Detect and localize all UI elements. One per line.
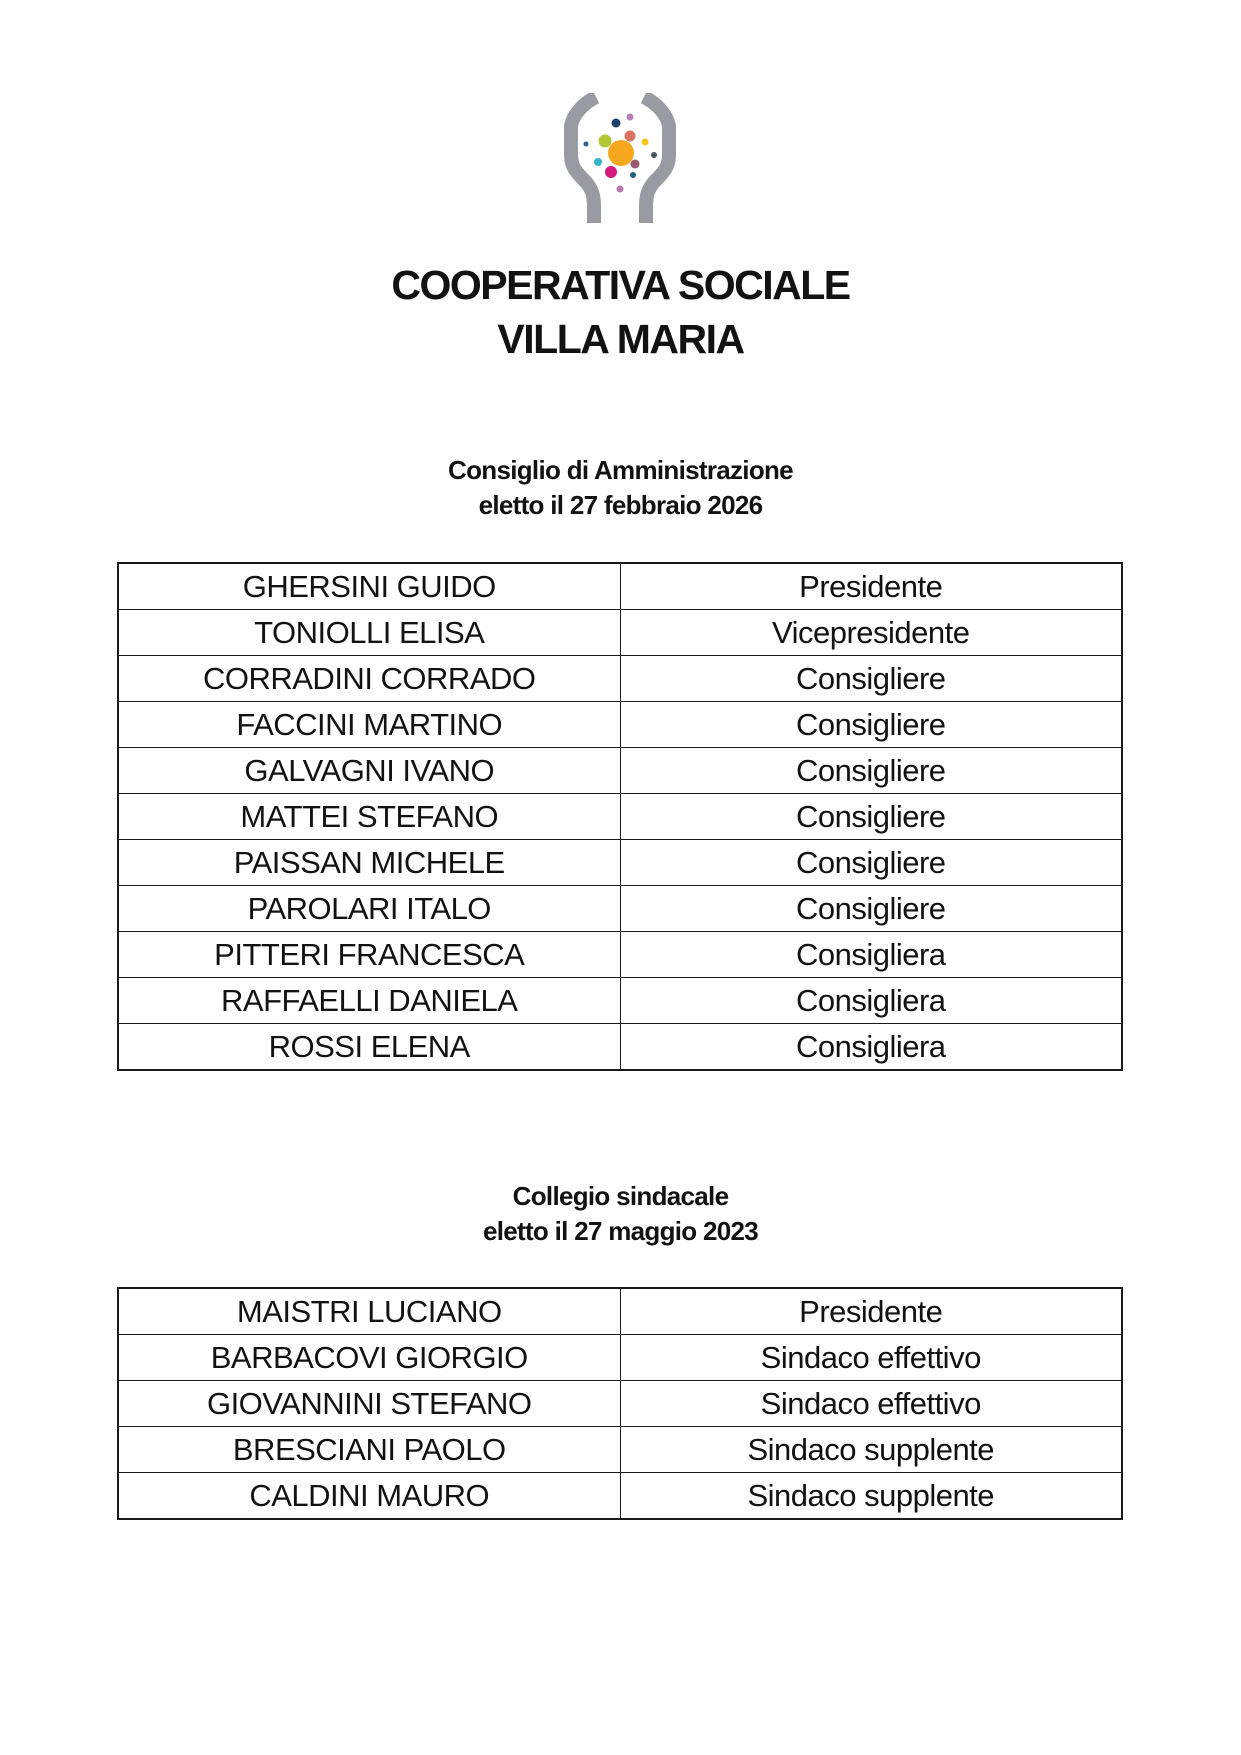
member-role-cell: Sindaco effettivo bbox=[620, 1335, 1122, 1381]
table-row bbox=[118, 840, 1122, 886]
board-heading-line1: Consiglio di Amministrazione bbox=[448, 455, 793, 485]
member-name-cell: FACCINI MARTINO bbox=[118, 702, 620, 748]
member-role-cell: Consigliere bbox=[620, 794, 1122, 840]
logo-dot-salmon bbox=[625, 131, 636, 142]
table-row bbox=[118, 702, 1122, 748]
member-role-cell: Consigliera bbox=[620, 932, 1122, 978]
member-role-cell: Consigliere bbox=[620, 840, 1122, 886]
logo-dot-steel-blue bbox=[584, 142, 589, 147]
member-role-cell: Consigliere bbox=[620, 656, 1122, 702]
table-row bbox=[118, 1381, 1122, 1427]
member-role-cell: Consigliere bbox=[620, 886, 1122, 932]
logo-dot-dark-slate bbox=[651, 152, 657, 158]
auditors-table bbox=[117, 1287, 1123, 1520]
logo-dot-plum bbox=[631, 160, 640, 169]
member-name-cell: TONIOLLI ELISA bbox=[118, 610, 620, 656]
member-name-cell: MATTEI STEFANO bbox=[118, 794, 620, 840]
member-role-cell: Consigliere bbox=[620, 748, 1122, 794]
logo-dot-orchid-top bbox=[627, 114, 634, 121]
table-row bbox=[118, 1024, 1122, 1071]
logo-bracket-left bbox=[571, 97, 596, 223]
member-role-cell: Consigliere bbox=[620, 702, 1122, 748]
table-row bbox=[118, 932, 1122, 978]
table-row bbox=[118, 563, 1122, 610]
table-row bbox=[118, 1288, 1122, 1335]
villa-maria-logo bbox=[563, 93, 677, 230]
auditors-table-body bbox=[118, 1288, 1122, 1519]
member-role-cell: Consigliera bbox=[620, 1024, 1122, 1071]
logo-dot-magenta bbox=[605, 166, 617, 178]
logo-dot-teal-blue bbox=[630, 172, 636, 178]
table-row bbox=[118, 748, 1122, 794]
member-role-cell: Consigliera bbox=[620, 978, 1122, 1024]
logo-dot-yellow bbox=[642, 139, 649, 146]
member-name-cell: CALDINI MAURO bbox=[118, 1473, 620, 1520]
member-name-cell: GIOVANNINI STEFANO bbox=[118, 1381, 620, 1427]
member-name-cell: PAROLARI ITALO bbox=[118, 886, 620, 932]
board-table-body bbox=[118, 563, 1122, 1070]
org-title bbox=[0, 258, 1241, 366]
logo-dots bbox=[584, 114, 658, 193]
board-section-heading bbox=[0, 453, 1241, 522]
table-row bbox=[118, 1473, 1122, 1520]
table-row bbox=[118, 610, 1122, 656]
member-name-cell: RAFFAELLI DANIELA bbox=[118, 978, 620, 1024]
logo-dot-cyan bbox=[594, 158, 602, 166]
member-name-cell: PITTERI FRANCESCA bbox=[118, 932, 620, 978]
table-row bbox=[118, 656, 1122, 702]
member-name-cell: MAISTRI LUCIANO bbox=[118, 1288, 620, 1335]
logo-dot-orchid-bottom bbox=[617, 186, 624, 193]
member-role-cell: Sindaco supplente bbox=[620, 1427, 1122, 1473]
table-row bbox=[118, 1335, 1122, 1381]
logo-dot-orange-center bbox=[608, 140, 634, 166]
logo-bracket-right bbox=[644, 97, 669, 223]
member-name-cell: CORRADINI CORRADO bbox=[118, 656, 620, 702]
member-name-cell: ROSSI ELENA bbox=[118, 1024, 620, 1071]
member-name-cell: PAISSAN MICHELE bbox=[118, 840, 620, 886]
auditors-heading-line1: Collegio sindacale bbox=[512, 1181, 729, 1211]
auditors-heading-line2: eletto il 27 maggio 2023 bbox=[482, 1215, 759, 1246]
member-role-cell: Sindaco supplente bbox=[620, 1473, 1122, 1520]
board-heading-line2: eletto il 27 febbraio 2026 bbox=[478, 489, 763, 520]
member-role-cell: Vicepresidente bbox=[620, 610, 1122, 656]
logo-dot-navy bbox=[612, 119, 621, 128]
table-row bbox=[118, 794, 1122, 840]
table-row bbox=[118, 886, 1122, 932]
table-row bbox=[118, 1427, 1122, 1473]
auditors-section-heading bbox=[0, 1179, 1241, 1248]
org-title-line2: VILLA MARIA bbox=[497, 316, 744, 363]
org-title-line1: COOPERATIVA SOCIALE bbox=[391, 262, 850, 308]
member-name-cell: GHERSINI GUIDO bbox=[118, 563, 620, 610]
member-role-cell: Presidente bbox=[620, 563, 1122, 610]
table-row bbox=[118, 978, 1122, 1024]
member-role-cell: Sindaco effettivo bbox=[620, 1381, 1122, 1427]
member-name-cell: GALVAGNI IVANO bbox=[118, 748, 620, 794]
member-name-cell: BARBACOVI GIORGIO bbox=[118, 1335, 620, 1381]
logo-dot-yellow-green bbox=[599, 135, 612, 148]
board-table bbox=[117, 562, 1123, 1071]
member-name-cell: BRESCIANI PAOLO bbox=[118, 1427, 620, 1473]
member-role-cell: Presidente bbox=[620, 1288, 1122, 1335]
